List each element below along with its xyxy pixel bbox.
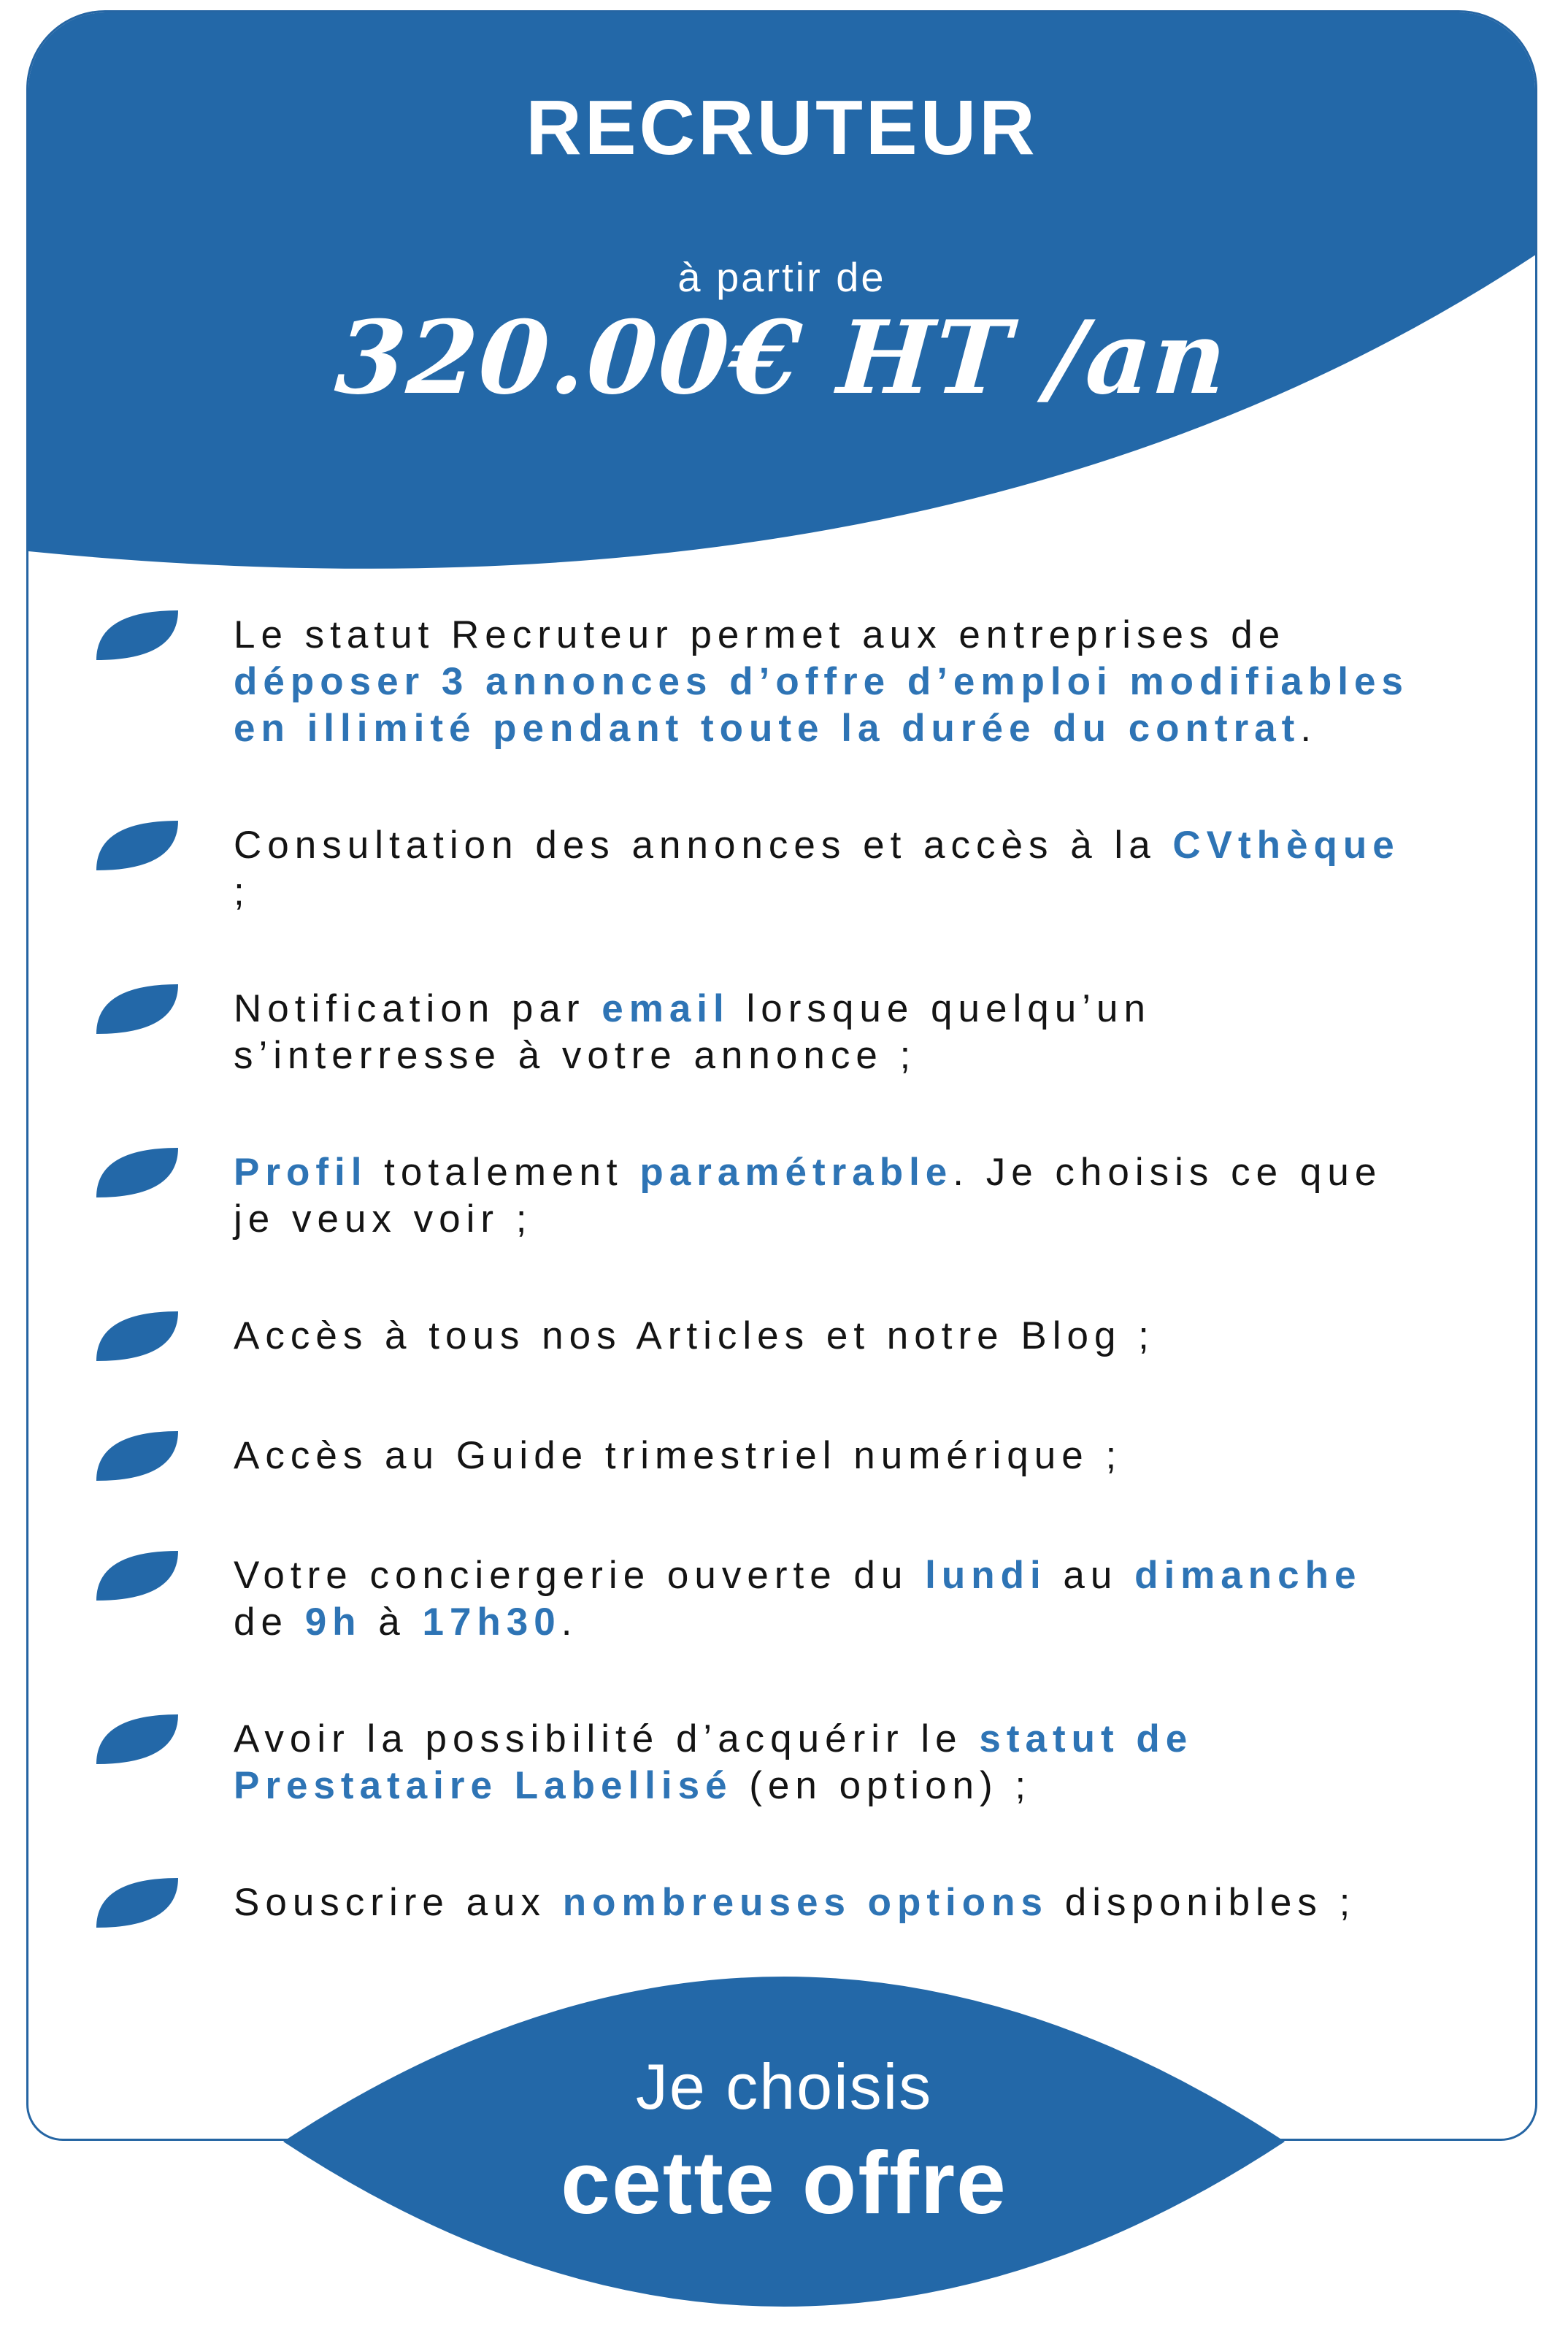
- list-item: [95, 1433, 1409, 1482]
- choose-offer-label-line2: cette offre: [561, 2133, 1007, 2232]
- price-value: 320.00€ HT /an: [331, 298, 1232, 417]
- list-item: [95, 822, 1409, 916]
- list-item: [95, 1313, 1409, 1362]
- choose-offer-label-line1: Je choisis: [635, 2050, 933, 2123]
- pricing-card: [26, 10, 1537, 2141]
- feature-text: Votre conciergerie ouverte du lundi au dimanche de 9h à 17h30.: [234, 1554, 1362, 1644]
- feature-highlight: déposer 3 annonces d’offre d’emploi modifiables en illimité pendant toute la durée du contrat: [234, 660, 1409, 750]
- list-item: [95, 612, 1409, 752]
- leaf-bullet-icon: [95, 1877, 180, 1929]
- leaf-bullet-icon: [95, 1713, 180, 1766]
- list-item: [95, 986, 1409, 1079]
- choose-offer-button[interactable]: [283, 1977, 1285, 2307]
- feature-highlight: email: [602, 987, 730, 1030]
- price-prefix: à partir de: [677, 254, 886, 300]
- feature-text: Accès au Guide trimestriel numérique ;: [234, 1434, 1123, 1477]
- list-item: [95, 1552, 1409, 1646]
- leaf-bullet-icon: [95, 1430, 180, 1482]
- feature-highlight: lundi: [925, 1554, 1047, 1597]
- feature-text: Souscrire aux nombreuses options disponibles ;: [234, 1881, 1356, 1924]
- feature-text: Consultation des annonces et accès à la CVthèque ;: [234, 824, 1400, 913]
- feature-highlight: 17h30: [422, 1601, 561, 1644]
- feature-text: Avoir la possibilité d’acquérir le statut de Prestataire Labellisé (en option) ;: [234, 1717, 1194, 1807]
- feature-highlight: statut de Prestataire Labellisé: [234, 1717, 1194, 1807]
- feature-highlight: 9h: [304, 1601, 362, 1644]
- feature-text: Accès à tous nos Articles et notre Blog ;: [234, 1314, 1155, 1357]
- list-item: [95, 1716, 1409, 1809]
- feature-text: Profil totalement paramétrable. Je choisis ce que je veux voir ;: [234, 1151, 1383, 1241]
- feature-highlight: paramétrable: [639, 1151, 953, 1194]
- feature-highlight: CVthèque: [1172, 824, 1400, 867]
- feature-highlight: dimanche: [1134, 1554, 1362, 1597]
- leaf-bullet-icon: [95, 819, 180, 872]
- leaf-bullet-icon: [95, 1146, 180, 1199]
- feature-text: Le statut Recruteur permet aux entreprises de déposer 3 annonces d’offre d’emploi modifiables en illimité pendant toute la durée du contrat.: [234, 613, 1409, 750]
- list-item: [95, 1879, 1409, 1929]
- leaf-bullet-icon: [95, 1310, 180, 1362]
- feature-list: [95, 612, 1409, 1929]
- list-item: [95, 1149, 1409, 1243]
- plan-title: RECRUTEUR: [526, 85, 1038, 171]
- feature-highlight: Profil: [234, 1151, 368, 1194]
- feature-text: Notification par email lorsque quelqu’un s’interresse à votre annonce ;: [234, 987, 1151, 1077]
- leaf-bullet-icon: [95, 1549, 180, 1602]
- leaf-bullet-icon: [95, 983, 180, 1035]
- leaf-bullet-icon: [95, 609, 180, 662]
- feature-highlight: nombreuses options: [562, 1881, 1048, 1924]
